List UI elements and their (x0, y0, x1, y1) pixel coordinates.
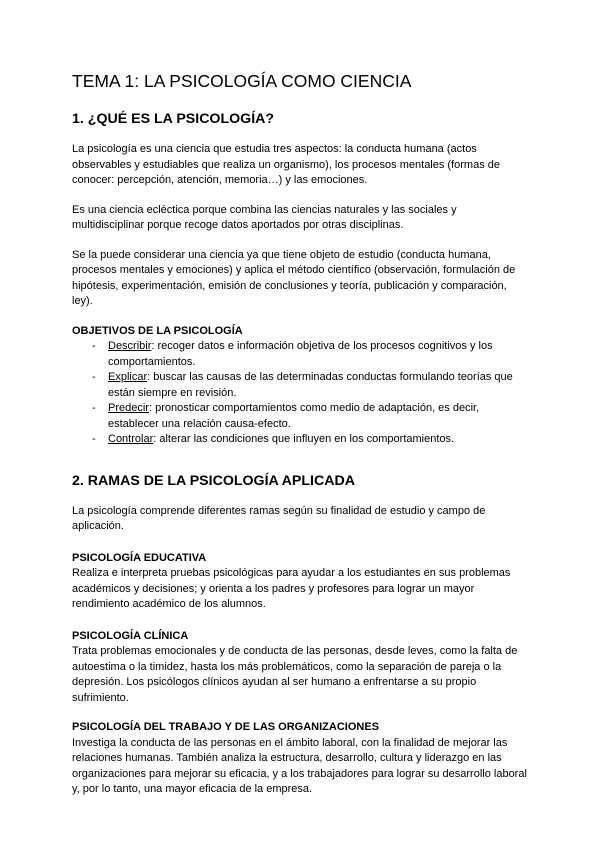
branch-title-clinica: PSICOLOGÍA CLÍNICA (72, 629, 189, 642)
list-dash: - (92, 371, 96, 383)
objective-text: : pronosticar comportamientos como medio de adaptación, es decir, establecer una relación causa-efecto. (108, 402, 480, 430)
branch-title-trabajo: PSICOLOGÍA DEL TRABAJO Y DE LAS ORGANIZACIONES (72, 721, 380, 733)
objective-item (92, 432, 528, 448)
objective-term: Explicar (108, 371, 148, 383)
paragraph-definicion: La psicología es una ciencia que estudia tres aspectos: la conducta humana (actos observables y estudiables que realiza un organismo), los procesos mentales (formas de conocer: percepción, atención, memoria…) y las emociones. (72, 143, 500, 186)
objective-item (92, 339, 528, 370)
objective-text: : alterar las condiciones que influyen en los comportamientos. (153, 433, 455, 445)
objective-text: : buscar las causas de las determinadas conductas formulando teorías que están siempre en revisión. (108, 371, 513, 399)
list-dash: - (92, 433, 96, 445)
branch-text-educativa: Realiza e interpreta pruebas psicológicas para ayudar a los estudiantes en sus problemas académicos y decisiones; y orienta a los padres y profesores para lograr un mayor rendimiento académico de los alumnos. (72, 567, 511, 610)
objective-term: Describir (108, 340, 152, 352)
paragraph-ecletica: Es una ciencia ecléctica porque combina las ciencias naturales y las sociales y multidisciplinar porque recoge datos aportados por otras disciplinas. (72, 203, 457, 231)
branch-text-clinica: Trata problemas emocionales y de conducta de las personas, desde leves, como la falta de autoestima o la timidez, hasta los más problemáticos, como la separación de pareja o la depresión. Los psicólogos clínicos ayudan al ser humano a enfrentarse a su propio sufrimiento. (72, 645, 518, 704)
objective-item (92, 401, 528, 432)
branch-title-educativa: PSICOLOGÍA EDUCATIVA (72, 551, 207, 564)
objective-item (92, 370, 528, 401)
paragraph-ramas-intro: La psicología comprende diferentes ramas según su finalidad de estudio y campo de aplicación. (72, 504, 486, 532)
objective-term: Predecir (108, 402, 149, 414)
objective-text: : recoger datos e información objetiva de los procesos cognitivos y los comportamientos. (108, 340, 493, 368)
document-title: TEMA 1: LA PSICOLOGÍA COMO CIENCIA (72, 71, 412, 91)
paragraph-ciencia: Se la puede considerar una ciencia ya que tiene objeto de estudio (conducta humana, procesos mentales y emociones) y aplica el método científico (observación, formulación de hipótesis, experimentación, emisión de conclusiones y teoría, publicación y comparación, ley). (72, 248, 516, 307)
list-dash: - (92, 402, 96, 414)
list-dash: - (92, 340, 96, 352)
section-heading-que-es: 1. ¿QUÉ ES LA PSICOLOGÍA? (72, 111, 275, 127)
section-heading-ramas: 2. RAMAS DE LA PSICOLOGÍA APLICADA (72, 472, 355, 489)
branch-text-trabajo: Investiga la conducta de las personas en el ámbito laboral, con la finalidad de mejorar las relaciones humanas. También analiza la estructura, desarrollo, cultura y liderazgo en las organizaciones para mejorar su eficacia, y a los trabajadores para lograr su desarrollo laboral y, por lo tanto, una mayor eficacia de la empresa. (72, 736, 527, 795)
objectives-list (72, 339, 528, 448)
objectives-heading: OBJETIVOS DE LA PSICOLOGÍA (72, 324, 243, 337)
objective-term: Controlar (108, 433, 154, 445)
